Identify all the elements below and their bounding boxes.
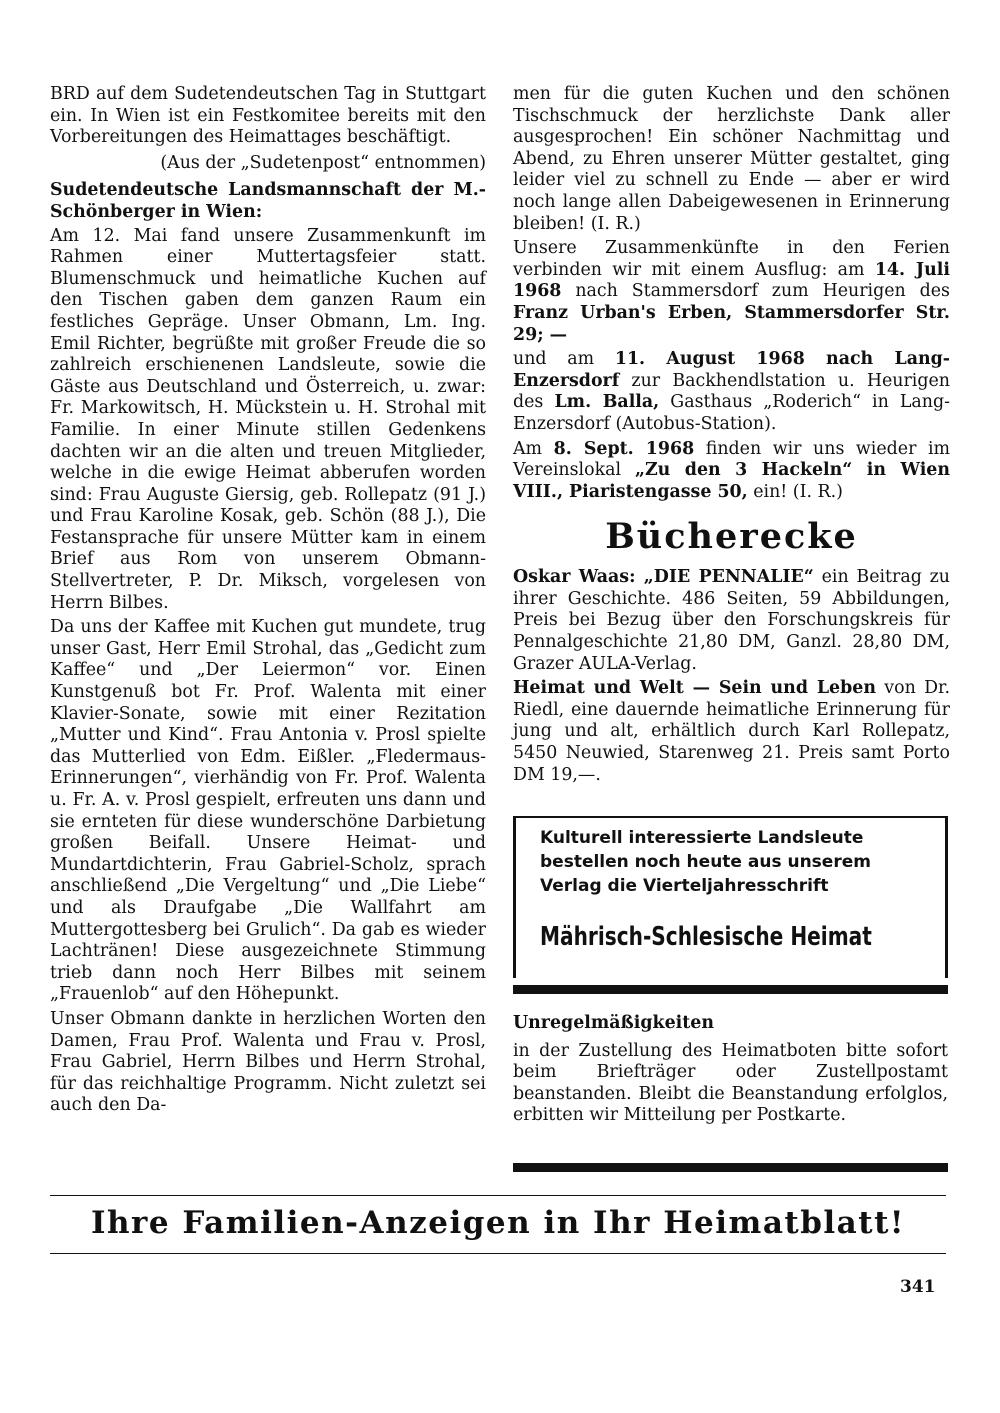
right-paragraph-2 <box>513 238 950 346</box>
bold-venue: „Zu den 3 Hackeln“ in Wien VIII., Piaristengasse 50, <box>513 460 951 502</box>
notice-text: in der Zustellung des Heimatboten bitte sofort beim Briefträger oder Zustellpostamt beanstanden. Bleibt die Beanstandung erfolglos, erbitten wir Mitteilung per Postkarte. <box>513 1040 948 1126</box>
bold-date: 14. Juli 1968 <box>513 259 950 302</box>
book-title: Heimat und Welt — Sein und Leben <box>513 678 876 699</box>
right-paragraph-4 <box>513 439 950 504</box>
text-run: Unsere Zusammenkünfte in den Ferien verbinden wir mit einem Ausflug: am <box>513 238 950 280</box>
text-run: Gasthaus „Roderich“ in Lang-Enzersdorf (Autobus-Station). <box>513 392 950 434</box>
text-run: zur Backhendlstation u. Heurigen des <box>513 370 950 413</box>
left-paragraph-4: Unser Obmann dankte in herzlichen Worten den Damen, Frau Prof. Walenta und Frau v. Prosl, Frau Gabriel, Herrn Bilbes und Herrn Strohal, für das reichhaltige Programm. Nicht zuletzt sei auch den Da- <box>50 1008 486 1116</box>
book-entry-1 <box>513 567 950 675</box>
banner-rule-bottom <box>50 1253 946 1254</box>
books-section-title: Bücherecke <box>605 516 858 558</box>
text-run: ein! (I. R.) <box>747 481 843 502</box>
text-run: und am <box>513 349 615 370</box>
ad-text <box>540 826 871 898</box>
text-run: finden wir uns wieder im Vereinslokal <box>513 438 950 481</box>
right-paragraph-3 <box>513 349 950 435</box>
book-description: ein Beitrag zu ihrer Geschichte. 486 Seiten, 59 Abbildungen, Preis bei Bezug über den Forschungskreis für Pennalgeschichte 21,80 DM, Ganzl. 28,80 DM, Grazer AULA-Verlag. <box>513 567 950 674</box>
bold-date: 11. August 1968 nach Lang-Enzersdorf <box>513 349 950 391</box>
left-paragraph-3: Da uns der Kaffee mit Kuchen gut mundete, trug unser Gast, Herr Emil Strohal, das „Gedicht zum Kaffee“ und „Der Leiermon“ vor. Einen Kunstgenuß bot Fr. Prof. Walenta mit einer Klavier-Sonate, sowie mit einer Rezitation „Mutter und Kind“. Frau Antonia v. Prosl spielte das Mutterlied von Edm. Eißler. „Fledermaus-Erinnerungen“, vierhändig von Fr. Prof. Walenta u. Fr. A. v. Prosl gespielt, erfreuten uns dann und sie ernteten für diese wunderschöne Darbietung großen Beifall. Unsere Heimat- und Mundartdichterin, Frau Gabriel-Scholz, sprach anschließend „Die Vergeltung“ und „Die Liebe“ und als Draufgabe „Die Wallfahrt am Muttergottesberg bei Grulich“. Da gab es wieder Lachtränen! Diese ausgezeichnete Stimmung trieb dann noch Herr Bilbes mit seinem „Frauenlob“ auf den Höhepunkt. <box>50 617 486 1005</box>
notice-title: Unregelmäßigkeiten <box>513 1013 714 1033</box>
ad-line: Verlag die Vierteljahresschrift <box>540 876 829 896</box>
text-run: nach Stammersdorf zum Heurigen des <box>561 281 950 302</box>
right-paragraph-1: men für die guten Kuchen und den schönen Tischschmuck der herzlichste Dank aller ausgesprochen! Ein schöner Nachmittag und Abend, zu Ehren unserer Mütter gestaltet, ging leider viel zu schnell zu Ende — aber er wird noch lange allen Dabeigewesenen in Erinnerung bleiben! (I. R.) <box>513 84 950 234</box>
right-column <box>513 84 950 788</box>
left-column <box>50 84 486 1119</box>
bold-name: Lm. Balla, <box>554 392 660 413</box>
book-title: Oskar Waas: „DIE PENNALIE“ <box>513 567 814 588</box>
org-heading: Sudetendeutsche Landsmannschaft der M.-Schönberger in Wien: <box>50 180 486 222</box>
divider-bar-bottom <box>513 1163 948 1172</box>
left-paragraph-2: Am 12. Mai fand unsere Zusammenkunft im Rahmen einer Muttertagsfeier statt. Blumenschmuck und heimatliche Kuchen auf den Tischen gaben dem ganzen Raum ein festliches Gepräge. Unser Obmann, Lm. Ing. Emil Richter, begrüßte mit großer Freude die so zahlreich erschienenen Landsleute, sowie die Gäste aus Deutschland und Österreich, u. zwar: Fr. Markowitsch, H. Mückstein u. H. Strohal mit Familie. In einer Minute stillen Gedenkens dachten wir an die alten und treuen Mitglieder, welche in die ewige Heimat abberufen worden sind: Frau Auguste Giersig, geb. Rollepatz (91 J.) und Frau Karoline Kosak, geb. Schön (88 J.), Die Festansprache für unsere Mütter kam in einem Brief aus Rom von unserem Obmann-Stellvertreter, P. Dr. Miksch, vorgelesen von Herrn Bilbes. <box>50 225 486 613</box>
bold-venue: Franz Urban's Erben, Stammersdorfer Str. 29; — <box>513 302 950 345</box>
ad-journal-title: Mährisch-Schlesische Heimat <box>540 922 872 952</box>
left-paragraph-1: BRD auf dem Sudetendeutschen Tag in Stuttgart ein. In Wien ist ein Festkomitee bereits mit den Vorbereitungen des Heimattages beschäftigt. <box>50 84 486 148</box>
book-entry-2 <box>513 678 950 786</box>
divider-bar-top <box>513 985 948 994</box>
advertisement-box <box>513 816 948 978</box>
book-description: von Dr. Riedl, eine dauernde heimatliche Erinnerung für jung und alt, erhältlich durch Karl Rollepatz, 5450 Neuwied, Starenweg 21. Preis samt Porto DM 19,—. <box>513 678 950 785</box>
page-number: 341 <box>900 1277 936 1297</box>
notice-section <box>513 1013 948 1129</box>
banner-rule-top <box>50 1195 946 1196</box>
text-run: Am <box>513 438 554 459</box>
family-ads-banner: Ihre Familien-Anzeigen in Ihr Heimatblatt! <box>90 1205 906 1241</box>
ad-line: bestellen noch heute aus unserem <box>540 852 871 872</box>
ad-line: Kulturell interessierte Landsleute <box>540 828 864 848</box>
source-note: (Aus der „Sudetenpost“ entnommen) <box>160 152 486 173</box>
bold-date: 8. Sept. 1968 <box>553 438 695 459</box>
